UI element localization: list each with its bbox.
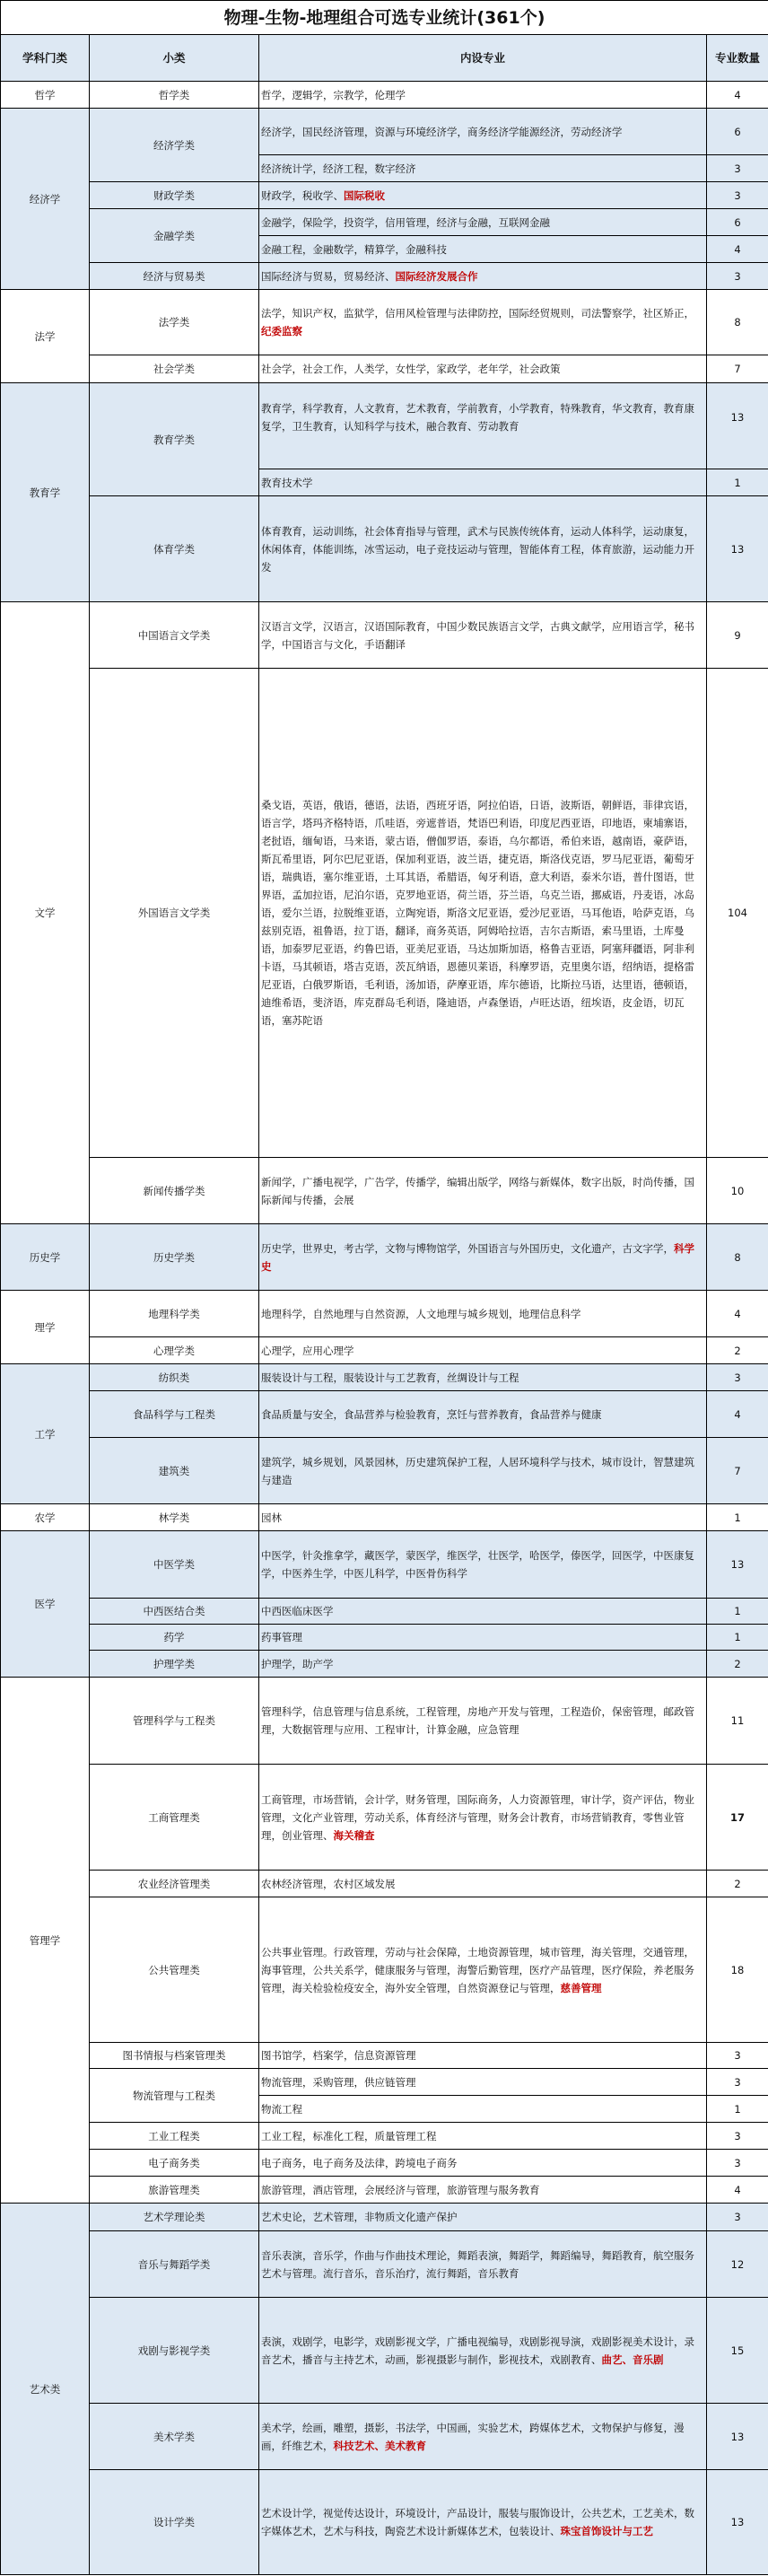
majors-cell: 金融工程，金融数学，精算学，金融科技: [259, 236, 707, 263]
subcategory-cell: 地理科学类: [90, 1291, 259, 1337]
subcategory-cell: 中医学类: [90, 1531, 259, 1599]
table-row: [1, 2204, 768, 2231]
table-row: [1, 496, 768, 602]
majors-cell: 物流管理，采购管理，供应链管理: [259, 2069, 707, 2096]
count-cell: 4: [707, 82, 768, 109]
count-cell: 104: [707, 669, 768, 1158]
table-header-row: [1, 35, 768, 82]
count-cell: 4: [707, 2177, 768, 2204]
majors-cell: 教育学，科学教育，人文教育，艺术教育，学前教育，小学教育，特殊教育，华文教育，教育康复学，卫生教育，认知科学与技术，融合教育、劳动教育: [259, 383, 707, 469]
table-row: [1, 1224, 768, 1291]
table-row: [1, 2177, 768, 2204]
majors-cell: 护理学，助产学: [259, 1651, 707, 1678]
subcategory-cell: 物流管理与工程类: [90, 2069, 259, 2123]
majors-cell: 地理科学，自然地理与自然资源，人文地理与城乡规划，地理信息科学: [259, 1291, 707, 1337]
table-row: [1, 1438, 768, 1504]
table-row: [1, 1337, 768, 1364]
table-row: [1, 109, 768, 155]
count-cell: 10: [707, 1158, 768, 1224]
column-header-category: 学科门类: [1, 35, 90, 82]
subcategory-cell: 财政学类: [90, 182, 259, 209]
count-cell: 3: [707, 2069, 768, 2096]
subcategory-cell: 食品科学与工程类: [90, 1391, 259, 1438]
category-cell: 文学: [1, 602, 90, 1224]
count-cell: 3: [707, 1364, 768, 1391]
table-row: [1, 1871, 768, 1897]
count-cell: 3: [707, 263, 768, 290]
subcategory-cell: 工商管理类: [90, 1765, 259, 1871]
highlighted-major: 国际经济发展合作: [395, 269, 478, 283]
table-row: [1, 2043, 768, 2069]
majors-cell: 旅游管理，酒店管理，会展经济与管理，旅游管理与服务教育: [259, 2177, 707, 2204]
category-cell: 工学: [1, 1364, 90, 1504]
highlighted-major: 纪委监察: [261, 325, 302, 337]
category-cell: 哲学: [1, 82, 90, 109]
table-row: [1, 263, 768, 290]
majors-cell: 经济统计学，经济工程，数字经济: [259, 155, 707, 182]
table-row: [1, 209, 768, 236]
count-cell: 1: [707, 2096, 768, 2123]
subcategory-cell: 法学类: [90, 290, 259, 355]
count-cell: 4: [707, 1291, 768, 1337]
subcategory-cell: 林学类: [90, 1504, 259, 1531]
count-cell: 7: [707, 355, 768, 383]
majors-cell: 农林经济管理，农村区域发展: [259, 1871, 707, 1897]
category-cell: 理学: [1, 1291, 90, 1364]
table-row: [1, 1391, 768, 1438]
majors-cell: 金融学，保险学，投资学，信用管理，经济与金融，互联网金融: [259, 209, 707, 236]
count-cell: 3: [707, 155, 768, 182]
count-cell: 2: [707, 1651, 768, 1678]
table-row: [1, 2069, 768, 2096]
subcategory-cell: 金融学类: [90, 209, 259, 263]
majors-cell: 历史学，世界史，考古学，文物与博物馆学，外国语言与外国历史，文化遗产，古文字学，科学史: [259, 1224, 707, 1291]
majors-cell: 图书馆学，档案学，信息资源管理: [259, 2043, 707, 2069]
table-row: [1, 2404, 768, 2470]
majors-cell: 教育技术学: [259, 469, 707, 496]
subcategory-cell: 新闻传播学类: [90, 1158, 259, 1224]
subcategory-cell: 管理科学与工程类: [90, 1678, 259, 1765]
table-row: [1, 355, 768, 383]
count-cell: 4: [707, 1391, 768, 1438]
count-cell: 8: [707, 1224, 768, 1291]
majors-cell: 药事管理: [259, 1625, 707, 1651]
table-row: [1, 2150, 768, 2177]
majors-cell: 园林: [259, 1504, 707, 1531]
count-cell: 3: [707, 2043, 768, 2069]
subcategory-cell: 外国语言文学类: [90, 669, 259, 1158]
majors-cell: 食品质量与安全，食品营养与检验教育，烹饪与营养教育，食品营养与健康: [259, 1391, 707, 1438]
subcategory-cell: 电子商务类: [90, 2150, 259, 2177]
table-row: [1, 1291, 768, 1337]
count-cell: 17: [707, 1765, 768, 1871]
table-row: [1, 1364, 768, 1391]
count-cell: 13: [707, 2470, 768, 2575]
majors-cell: 美术学，绘画，雕塑，摄影，书法学，中国画，实验艺术，跨媒体艺术，文物保护与修复，漫画，纤维艺术，科技艺术、美术教育: [259, 2404, 707, 2470]
category-cell: 管理学: [1, 1678, 90, 2204]
subcategory-cell: 体育学类: [90, 496, 259, 602]
subcategory-cell: 经济与贸易类: [90, 263, 259, 290]
table-row: [1, 2231, 768, 2298]
count-cell: 1: [707, 1625, 768, 1651]
majors-cell: 经济学，国民经济管理，资源与环境经济学，商务经济学能源经济，劳动经济学: [259, 109, 707, 155]
majors-cell: 国际经济与贸易，贸易经济、国际经济发展合作: [259, 263, 707, 290]
column-header-count: 专业数量: [707, 35, 768, 82]
subcategory-cell: 药学: [90, 1625, 259, 1651]
subcategory-cell: 戏剧与影视学类: [90, 2298, 259, 2404]
subcategory-cell: 经济学类: [90, 109, 259, 182]
highlighted-major: 科技艺术、美术教育: [333, 2439, 426, 2452]
table-row: [1, 2298, 768, 2404]
category-cell: 医学: [1, 1531, 90, 1678]
count-cell: 15: [707, 2298, 768, 2404]
count-cell: 12: [707, 2231, 768, 2298]
table-row: [1, 2470, 768, 2575]
count-cell: 13: [707, 496, 768, 602]
table-row: [1, 602, 768, 669]
subcategory-cell: 护理学类: [90, 1651, 259, 1678]
subcategory-cell: 中西医结合类: [90, 1599, 259, 1625]
category-cell: 教育学: [1, 383, 90, 602]
highlighted-major: 珠宝首饰设计与工艺: [560, 2525, 653, 2537]
table-row: [1, 1625, 768, 1651]
subcategory-cell: 中国语言文学类: [90, 602, 259, 669]
majors-cell: 中西医临床医学: [259, 1599, 707, 1625]
table-row: [1, 2123, 768, 2150]
subcategory-cell: 美术学类: [90, 2404, 259, 2470]
majors-cell: 公共事业管理。行政管理，劳动与社会保障，土地资源管理，城市管理，海关管理，交通管理，海事管理，公共关系学，健康服务与管理，海警后勤管理，医疗产品管理，医疗保险，养老服务管理，海关检验检疫安全，海外安全管理，自然资源登记与管理，慈善管理: [259, 1897, 707, 2043]
table-row: [1, 182, 768, 209]
subcategory-cell: 图书情报与档案管理类: [90, 2043, 259, 2069]
majors-cell: 哲学，逻辑学，宗教学，伦理学: [259, 82, 707, 109]
subcategory-cell: 工业工程类: [90, 2123, 259, 2150]
majors-cell: 服装设计与工程，服装设计与工艺教育，丝绸设计与工程: [259, 1364, 707, 1391]
majors-cell: 艺术史论，艺术管理，非物质文化遗产保护: [259, 2204, 707, 2231]
highlighted-major: 曲艺、音乐剧: [601, 2353, 664, 2366]
subcategory-cell: 心理学类: [90, 1337, 259, 1364]
table-row: [1, 383, 768, 469]
majors-cell: 桑戈语，英语，俄语，德语，法语，西班牙语，阿拉伯语，日语，波斯语，朝鲜语，菲律宾语，语言学，塔玛齐格特语，爪哇语，旁遮普语，梵语巴利语，印度尼西亚语，印地语，柬埔寨语，老挝语，缅甸语，马来语，蒙古语，僧伽罗语，泰语，乌尔都语，希伯来语，越南语，豪萨语，斯瓦希里语，阿尔巴尼亚语，保加利亚语，波兰语，捷克语，斯洛伐克语，罗马尼亚语，葡萄牙语，瑞典语，塞尔维亚语，土耳其语，希腊语，匈牙利语，意大利语，泰米尔语，普什图语，世界语，孟加拉语，尼泊尔语，克罗地亚语，荷兰语，芬兰语，乌克兰语，挪威语，丹麦语，冰岛语，爱尔兰语，拉脱维亚语，立陶宛语，斯洛文尼亚语，爱沙尼亚语，马耳他语，哈萨克语，乌兹别克语，祖鲁语，拉丁语，翻译，商务英语，阿姆哈拉语，吉尔吉斯语，索马里语，土库曼语，加泰罗尼亚语，约鲁巴语，亚美尼亚语，马达加斯加语，格鲁吉亚语，阿塞拜疆语，阿非利卡语，马其顿语，塔吉克语，茨瓦纳语，恩德贝莱语，科摩罗语，克里奥尔语，绍纳语，提格雷尼亚语，白俄罗斯语，毛利语，汤加语，萨摩亚语，库尔德语，比斯拉马语，达里语，德顿语，迪维希语，斐济语，库克群岛毛利语，隆迪语，卢森堡语，卢旺达语，纽埃语，皮金语，切瓦语，塞苏陀语: [259, 669, 707, 1158]
page-title: 物理-生物-地理组合可选专业统计(361个): [1, 1, 768, 35]
count-cell: 13: [707, 383, 768, 469]
majors-cell: 心理学，应用心理学: [259, 1337, 707, 1364]
table-row: [1, 1678, 768, 1765]
majors-cell: 电子商务，电子商务及法律，跨境电子商务: [259, 2150, 707, 2177]
table-row: [1, 82, 768, 109]
category-cell: 历史学: [1, 1224, 90, 1291]
count-cell: 1: [707, 469, 768, 496]
majors-cell: 体育教育，运动训练，社会体育指导与管理，武术与民族传统体育，运动人体科学，运动康复，休闲体育，体能训练，冰雪运动，电子竞技运动与管理，智能体育工程，体育旅游，运动能力开发: [259, 496, 707, 602]
subcategory-cell: 公共管理类: [90, 1897, 259, 2043]
count-cell: 3: [707, 182, 768, 209]
subcategory-cell: 教育学类: [90, 383, 259, 496]
subcategory-cell: 纺织类: [90, 1364, 259, 1391]
subcategory-cell: 农业经济管理类: [90, 1871, 259, 1897]
table-row: [1, 1504, 768, 1531]
subcategory-cell: 音乐与舞蹈学类: [90, 2231, 259, 2298]
majors-cell: 新闻学，广播电视学，广告学，传播学，编辑出版学，网络与新媒体，数字出版，时尚传播，国际新闻与传播，会展: [259, 1158, 707, 1224]
subcategory-cell: 社会学类: [90, 355, 259, 383]
count-cell: 4: [707, 236, 768, 263]
subcategory-cell: 历史学类: [90, 1224, 259, 1291]
subcategory-cell: 旅游管理类: [90, 2177, 259, 2204]
table-row: [1, 1765, 768, 1871]
count-cell: 9: [707, 602, 768, 669]
count-cell: 18: [707, 1897, 768, 2043]
category-cell: 法学: [1, 290, 90, 383]
majors-cell: 财政学，税收学、国际税收: [259, 182, 707, 209]
subcategory-cell: 设计学类: [90, 2470, 259, 2575]
count-cell: 8: [707, 290, 768, 355]
majors-cell: 管理科学，信息管理与信息系统，工程管理，房地产开发与管理，工程造价，保密管理，邮政管理，大数据管理与应用、工程审计，计算金融，应急管理: [259, 1678, 707, 1765]
count-cell: 7: [707, 1438, 768, 1504]
category-cell: 农学: [1, 1504, 90, 1531]
count-cell: 2: [707, 1871, 768, 1897]
majors-cell: 艺术设计学，视觉传达设计，环境设计，产品设计，服装与服饰设计，公共艺术，工艺美术，数字媒体艺术，艺术与科技，陶瓷艺术设计新媒体艺术，包装设计、珠宝首饰设计与工艺: [259, 2470, 707, 2575]
count-cell: 11: [707, 1678, 768, 1765]
majors-cell: 中医学，针灸推拿学，藏医学，蒙医学，维医学，壮医学，哈医学，傣医学，回医学，中医康复学，中医养生学，中医儿科学，中医骨伤科学: [259, 1531, 707, 1599]
count-cell: 3: [707, 2150, 768, 2177]
subcategory-cell: 艺术学理论类: [90, 2204, 259, 2231]
table-row: [1, 1651, 768, 1678]
majors-cell: 建筑学，城乡规划，风景园林，历史建筑保护工程，人居环境科学与技术，城市设计，智慧建筑与建造: [259, 1438, 707, 1504]
table-row: [1, 1897, 768, 2043]
subcategory-cell: 建筑类: [90, 1438, 259, 1504]
majors-cell: 社会学，社会工作，人类学，女性学，家政学，老年学，社会政策: [259, 355, 707, 383]
highlighted-major: 科学史: [261, 1241, 694, 1273]
column-header-majors: 内设专业: [259, 35, 707, 82]
count-cell: 6: [707, 209, 768, 236]
table-row: [1, 1599, 768, 1625]
majors-cell: 物流工程: [259, 2096, 707, 2123]
majors-cell: 汉语言文学，汉语言，汉语国际教育，中国少数民族语言文学，古典文献学，应用语言学，秘书学，中国语言与文化，手语翻译: [259, 602, 707, 669]
subcategory-cell: 哲学类: [90, 82, 259, 109]
majors-cell: 工业工程，标准化工程，质量管理工程: [259, 2123, 707, 2150]
majors-cell: 法学，知识产权，监狱学，信用风检管理与法律防控，国际经贸规则，司法警察学，社区矫正，纪委监察: [259, 290, 707, 355]
count-cell: 2: [707, 1337, 768, 1364]
count-cell: 3: [707, 2123, 768, 2150]
category-cell: 艺术类: [1, 2204, 90, 2575]
table-row: [1, 1158, 768, 1224]
majors-cell: 工商管理，市场营销，会计学，财务管理，国际商务，人力资源管理，审计学，资产评估，物业管理，文化产业管理，劳动关系，体育经济与管理，财务会计教育，市场营销教育，零售业管理，创业管理、海关稽查: [259, 1765, 707, 1871]
count-cell: 1: [707, 1504, 768, 1531]
highlighted-major: 国际税收: [344, 188, 385, 202]
category-cell: 经济学: [1, 109, 90, 290]
majors-cell: 音乐表演，音乐学，作曲与作曲技术理论，舞蹈表演，舞蹈学，舞蹈编导，舞蹈教育，航空服务艺术与管理。流行音乐，音乐治疗，流行舞蹈，音乐教育: [259, 2231, 707, 2298]
table-row: [1, 1531, 768, 1599]
count-cell: 3: [707, 2204, 768, 2231]
count-cell: 13: [707, 1531, 768, 1599]
column-header-subcategory: 小类: [90, 35, 259, 82]
majors-cell: 表演，戏剧学，电影学，戏剧影视文学，广播电视编导，戏剧影视导演，戏剧影视美术设计，录音艺术，播音与主持艺术，动画，影视摄影与制作，影视技术，戏剧教育、曲艺、音乐剧: [259, 2298, 707, 2404]
table-row: [1, 290, 768, 355]
count-cell: 13: [707, 2404, 768, 2470]
highlighted-major: 海关稽查: [333, 1828, 375, 1842]
highlighted-major: 慈善管理: [560, 1981, 602, 1994]
table-row: [1, 669, 768, 1158]
count-cell: 1: [707, 1599, 768, 1625]
count-cell: 6: [707, 109, 768, 155]
